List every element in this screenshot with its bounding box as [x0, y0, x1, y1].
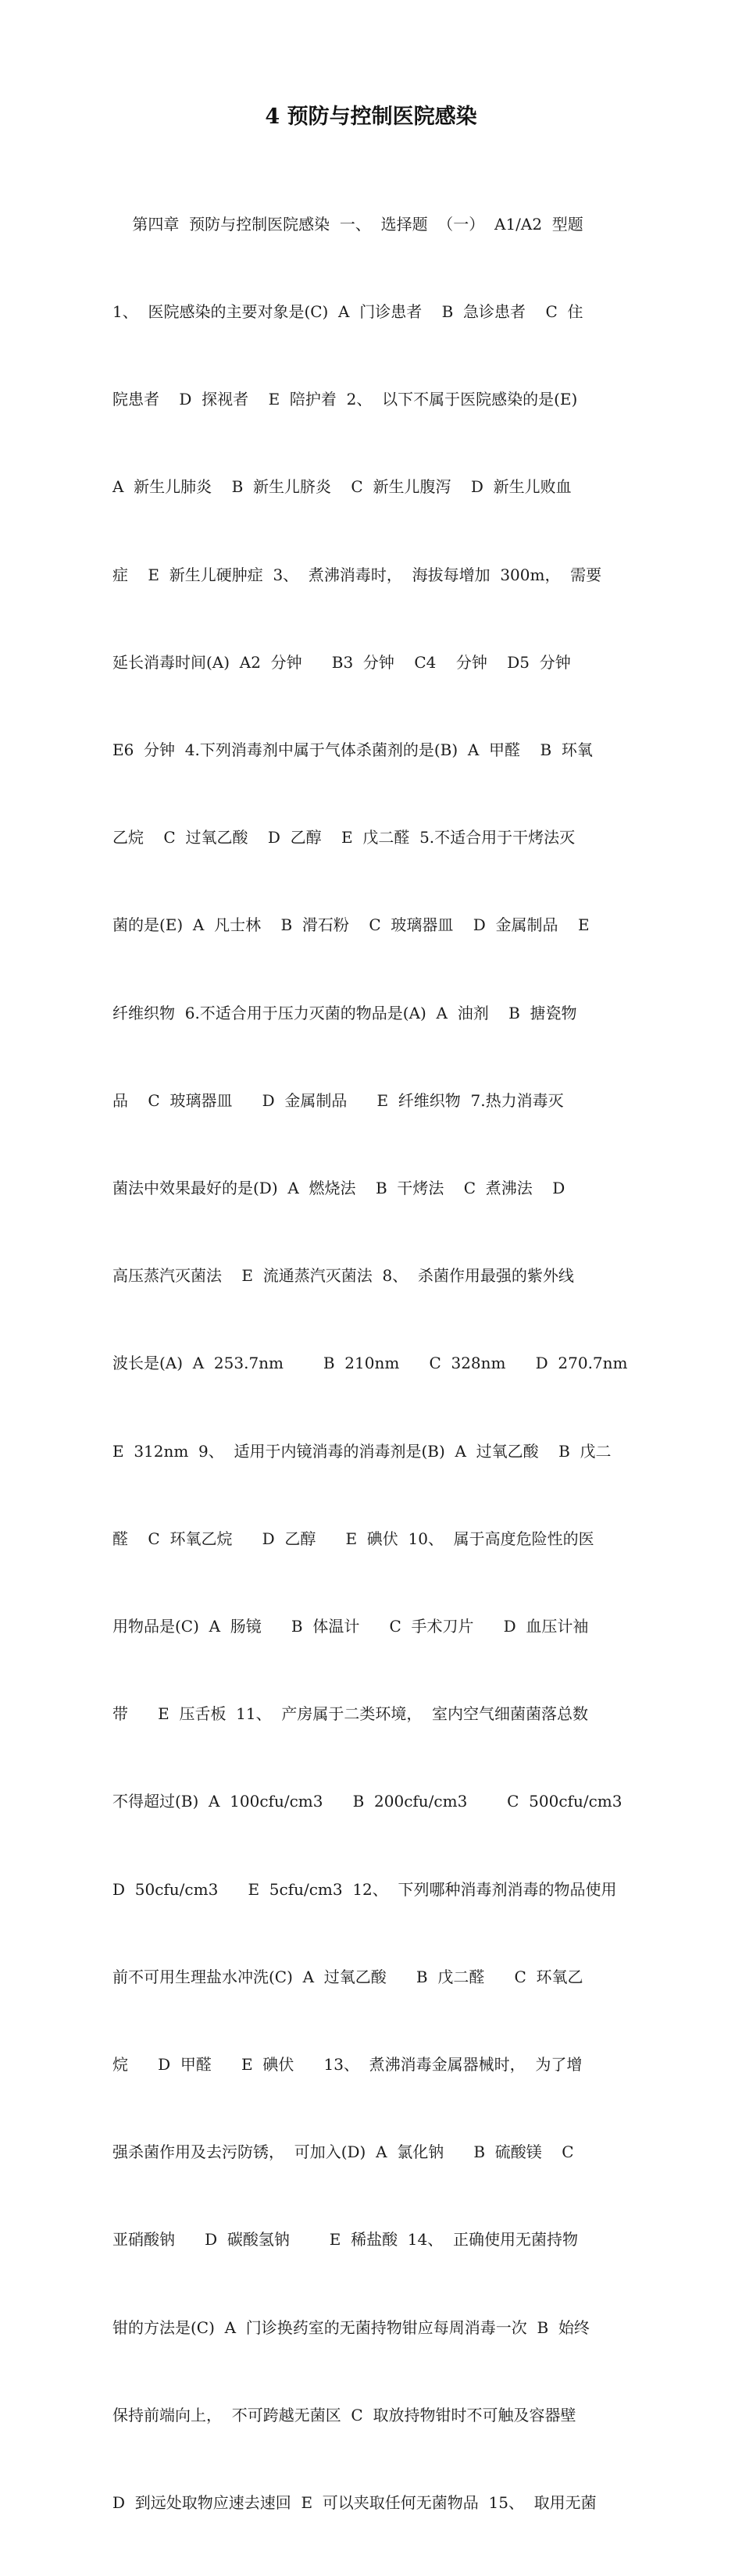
text-line: 第四章 预防与控制医院感染 一、 选择题 （一） A1/A2 型题	[112, 214, 583, 234]
text-line: 强杀菌作用及去污防锈， 可加入(D) A 氯化钠 B 硫酸镁 C	[112, 2143, 574, 2162]
document-title: 4 预防与控制医院感染	[265, 105, 477, 129]
text-line: 院患者 D 探视者 E 陪护着 2、 以下不属于医院感染的是(E)	[112, 390, 578, 409]
text-line: 高压蒸汽灭菌法 E 流通蒸汽灭菌法 8、 杀菌作用最强的紫外线	[112, 1266, 574, 1286]
text-line: E 312nm 9、 适用于内镜消毒的消毒剂是(B) A 过氧乙酸 B 戊二	[112, 1441, 612, 1461]
text-line: 1、 医院感染的主要对象是(C) A 门诊患者 B 急诊患者 C 住	[112, 302, 583, 322]
text-line: 醛 C 环氧乙烷 D 乙醇 E 碘伏 10、 属于高度危险性的医	[112, 1529, 594, 1548]
document-body	[112, 152, 631, 2576]
text-line: D 到远处取物应速去速回 E 可以夹取任何无菌物品 15、 取用无菌	[112, 2493, 597, 2513]
text-line: E6 分钟 4.下列消毒剂中属于气体杀菌剂的是(B) A 甲醛 B 环氧	[112, 740, 593, 760]
text-line: 波长是(A) A 253.7nm B 210nm C 328nm D 270.7nm	[112, 1354, 628, 1373]
text-line: 亚硝酸钠 D 碳酸氢钠 E 稀盐酸 14、 正确使用无菌持物	[112, 2230, 578, 2250]
text-line: 前不可用生理盐水冲洗(C) A 过氧乙酸 B 戊二醛 C 环氧乙	[112, 1967, 583, 1986]
text-line: 钳的方法是(C) A 门诊换药室的无菌持物钳应每周消毒一次 B 始终	[112, 2317, 590, 2337]
text-line: 不得超过(B) A 100cfu/cm3 B 200cfu/cm3 C 500cfu/cm3	[112, 1792, 622, 1811]
text-line: 菌的是(E) A 凡士林 B 滑石粉 C 玻璃器皿 D 金属制品 E	[112, 915, 590, 935]
text-line: 菌法中效果最好的是(D) A 燃烧法 B 干烤法 C 煮沸法 D	[112, 1179, 565, 1198]
text-line: 烷 D 甲醛 E 碘伏 13、 煮沸消毒金属器械时， 为了增	[112, 2055, 583, 2075]
text-line: 保持前端向上， 不可跨越无菌区 C 取放持物钳时不可触及容器壁	[112, 2405, 576, 2424]
text-line: 症 E 新生儿硬肿症 3、 煮沸消毒时， 海拔每增加 300m， 需要	[112, 565, 602, 584]
text-line: 乙烷 C 过氧乙酸 D 乙醇 E 戊二醛 5.不适合用于干烤法灭	[112, 828, 576, 847]
text-line: 带 E 压舌板 11、 产房属于二类环境， 室内空气细菌菌落总数	[112, 1704, 589, 1724]
text-line: A 新生儿肺炎 B 新生儿脐炎 C 新生儿腹泻 D 新生儿败血	[112, 477, 572, 497]
text-line: 品 C 玻璃器皿 D 金属制品 E 纤维织物 7.热力消毒灭	[112, 1090, 564, 1110]
text-line: 延长消毒时间(A) A2 分钟 B3 分钟 C4 分钟 D5 分钟	[112, 652, 571, 672]
text-line: 纤维织物 6.不适合用于压力灭菌的物品是(A) A 油剂 B 搪瓷物	[112, 1003, 577, 1022]
text-line: D 50cfu/cm3 E 5cfu/cm3 12、 下列哪种消毒剂消毒的物品使用	[112, 1879, 617, 1899]
text-line: 用物品是(C) A 肠镜 B 体温计 C 手术刀片 D 血压计袖	[112, 1617, 589, 1636]
